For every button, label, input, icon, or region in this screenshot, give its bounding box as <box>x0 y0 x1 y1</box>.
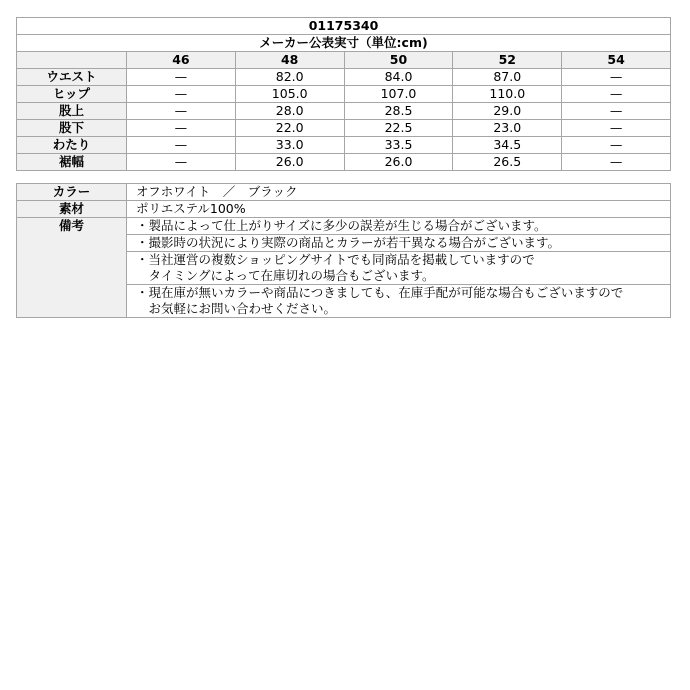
measurement-cell: 110.0 <box>453 86 562 103</box>
note-item <box>127 218 671 235</box>
note-line: ・現在庫が無いカラーや商品につきましても、在庫手配が可能な場合もございますので <box>136 285 624 300</box>
measurement-cell: 82.0 <box>235 69 344 86</box>
measurement-cell: — <box>562 86 671 103</box>
note-line: ・製品によって仕上がりサイズに多少の誤差が生じる場合がございます。 <box>136 218 547 233</box>
size-chart-table <box>16 17 671 171</box>
measurement-row-thigh <box>17 137 671 154</box>
product-code: 01175340 <box>17 18 671 35</box>
measurement-cell: 22.0 <box>235 120 344 137</box>
note-item <box>127 285 671 318</box>
measurement-cell: 22.5 <box>344 120 453 137</box>
measurement-cell: — <box>562 120 671 137</box>
caption-row <box>17 35 671 52</box>
corner-cell <box>17 52 127 69</box>
measurement-cell: 26.5 <box>453 154 562 171</box>
measurement-cell: — <box>127 120 236 137</box>
measurement-row-rise <box>17 103 671 120</box>
measurement-cell: — <box>562 69 671 86</box>
size-header: 54 <box>562 52 671 69</box>
measurement-cell: 28.5 <box>344 103 453 120</box>
measurement-cell: 23.0 <box>453 120 562 137</box>
color-row <box>17 184 671 201</box>
size-header-row <box>17 52 671 69</box>
measurement-cell: 87.0 <box>453 69 562 86</box>
measurement-row-hip <box>17 86 671 103</box>
row-label: ウエスト <box>17 69 127 86</box>
size-header: 48 <box>235 52 344 69</box>
color-value: オフホワイト ／ ブラック <box>127 184 671 201</box>
product-code-row <box>17 18 671 35</box>
measurement-cell: 107.0 <box>344 86 453 103</box>
note-line: お気軽にお問い合わせください。 <box>136 301 337 316</box>
measurement-cell: 29.0 <box>453 103 562 120</box>
note-item <box>127 235 671 252</box>
measurement-cell: 28.0 <box>235 103 344 120</box>
note-row <box>17 218 671 235</box>
note-line: ・撮影時の状況により実際の商品とカラーが若干異なる場合がございます。 <box>136 235 561 250</box>
measurement-cell: — <box>127 154 236 171</box>
size-header: 52 <box>453 52 562 69</box>
note-line: ・当社運営の複数ショッピングサイトでも同商品を掲載していますので <box>136 252 535 267</box>
notes-label: 備考 <box>17 218 127 318</box>
size-header: 46 <box>127 52 236 69</box>
measurement-cell: — <box>562 103 671 120</box>
color-label: カラー <box>17 184 127 201</box>
product-info-table <box>16 183 671 318</box>
measurement-cell: 84.0 <box>344 69 453 86</box>
measurement-cell: — <box>127 103 236 120</box>
measurement-cell: — <box>127 86 236 103</box>
measurement-row-waist <box>17 69 671 86</box>
size-chart-caption: メーカー公表実寸（単位:cm) <box>17 35 671 52</box>
size-header: 50 <box>344 52 453 69</box>
measurement-cell: — <box>127 137 236 154</box>
material-label: 素材 <box>17 201 127 218</box>
row-label: 裾幅 <box>17 154 127 171</box>
measurement-cell: 26.0 <box>344 154 453 171</box>
row-label: 股上 <box>17 103 127 120</box>
material-row <box>17 201 671 218</box>
measurement-row-hem <box>17 154 671 171</box>
measurement-row-inseam <box>17 120 671 137</box>
note-line: タイミングによって在庫切れの場合もございます。 <box>136 268 435 283</box>
measurement-cell: 34.5 <box>453 137 562 154</box>
row-label: 股下 <box>17 120 127 137</box>
measurement-cell: 26.0 <box>235 154 344 171</box>
measurement-cell: 105.0 <box>235 86 344 103</box>
measurement-cell: — <box>562 137 671 154</box>
measurement-cell: — <box>562 154 671 171</box>
row-label: ヒップ <box>17 86 127 103</box>
measurement-cell: 33.0 <box>235 137 344 154</box>
row-label: わたり <box>17 137 127 154</box>
note-item <box>127 252 671 285</box>
measurement-cell: — <box>127 69 236 86</box>
measurement-cell: 33.5 <box>344 137 453 154</box>
material-value: ポリエステル100% <box>127 201 671 218</box>
